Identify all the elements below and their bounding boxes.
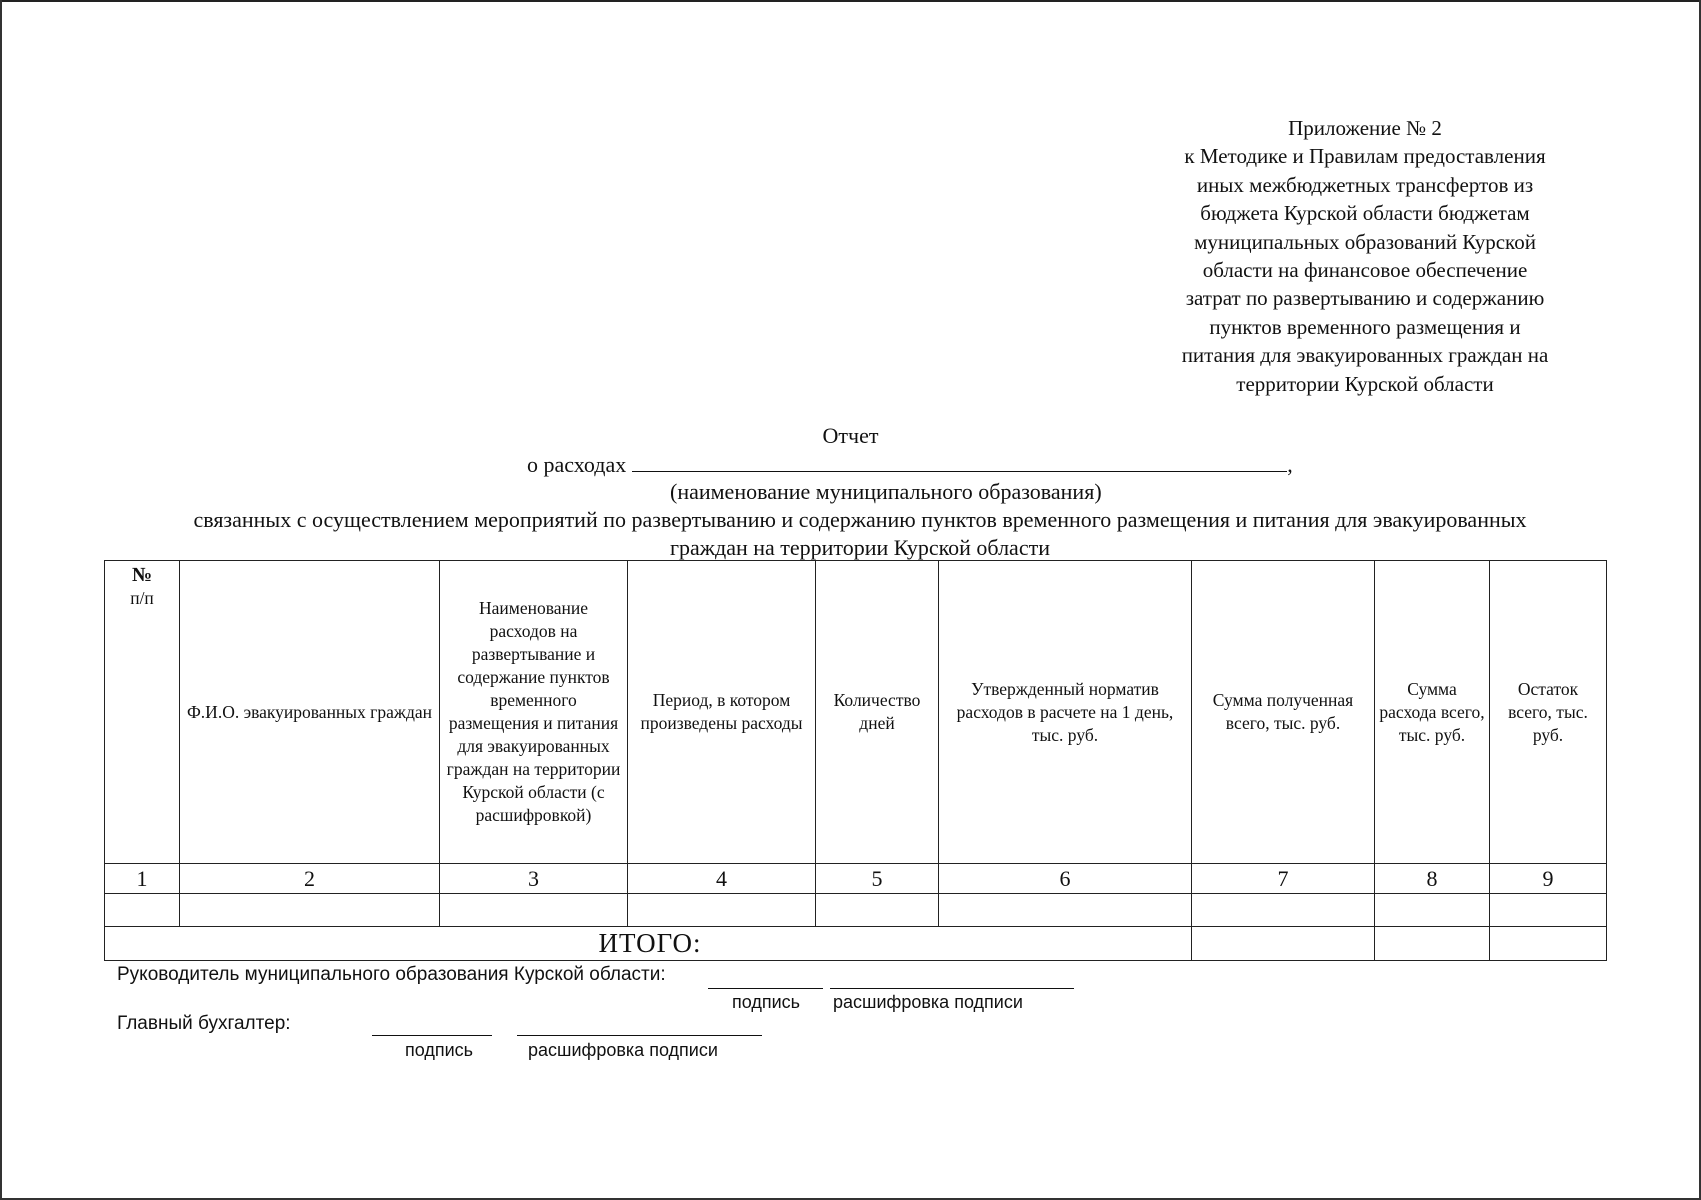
table-cell[interactable] xyxy=(1192,894,1375,927)
column-number-row xyxy=(105,864,1607,894)
table-cell[interactable] xyxy=(180,894,440,927)
total-balance-cell[interactable] xyxy=(1490,927,1607,961)
appendix-line: муниципальных образований Курской xyxy=(1194,229,1536,254)
column-number: 4 xyxy=(628,864,816,894)
number-sub: п/п xyxy=(130,588,154,608)
appendix-line: к Методике и Правилам предоставления xyxy=(1184,144,1546,169)
appendix-line: питания для эвакуированных граждан на xyxy=(1181,343,1549,368)
header-cell-fio: Ф.И.О. эвакуированных граждан xyxy=(180,561,440,864)
header-cell-days: Количество дней xyxy=(816,561,939,864)
appendix-line: Приложение № 2 xyxy=(1288,116,1442,140)
header-cell-number xyxy=(105,561,180,864)
head-signature-caption: подпись xyxy=(732,992,801,1012)
table-cell[interactable] xyxy=(440,894,628,927)
appendix-line: пунктов временного размещения и xyxy=(1209,314,1521,339)
total-received-cell[interactable] xyxy=(1192,927,1375,961)
column-number: 8 xyxy=(1375,864,1490,894)
head-decode-caption: расшифровка подписи xyxy=(833,992,1023,1012)
column-number: 9 xyxy=(1490,864,1607,894)
column-number: 7 xyxy=(1192,864,1375,894)
header-cell-expense-name: Наименование расходов на развертывание и содержание пунктов временного размещения и питания для эвакуированных граждан на территории Курской области (с расшифровкой) xyxy=(440,561,628,864)
report-title: Отчет xyxy=(822,423,879,448)
scan-border-left xyxy=(0,0,2,1200)
header-row xyxy=(105,561,1607,864)
number-sign: № xyxy=(131,564,153,586)
table-cell[interactable] xyxy=(628,894,816,927)
header-cell-balance: Остаток всего, тыс. руб. xyxy=(1490,561,1607,864)
appendix-line: затрат по развертыванию и содержанию xyxy=(1185,286,1545,311)
accountant-decode-line[interactable] xyxy=(517,1035,762,1036)
table-row xyxy=(105,894,1607,927)
header-cell-norm: Утвержденный норматив расходов в расчете на 1 день, тыс. руб. xyxy=(939,561,1192,864)
column-number: 5 xyxy=(816,864,939,894)
report-about-line xyxy=(527,451,1293,478)
about-suffix: , xyxy=(1287,452,1293,477)
appendix-line: иных межбюджетных трансфертов из xyxy=(1196,172,1534,197)
report-purpose: связанных с осуществлением мероприятий по развертыванию и содержанию пунктов временного размещения и питания для эвакуированных граждан на территории Курской области xyxy=(193,507,1527,560)
appendix-line: области на финансовое обеспечение xyxy=(1202,258,1528,283)
header-cell-received: Сумма полученная всего, тыс. руб. xyxy=(1192,561,1375,864)
accountant-signature-line[interactable] xyxy=(372,1035,492,1036)
table-cell[interactable] xyxy=(1375,894,1490,927)
appendix-line: бюджета Курской области бюджетам xyxy=(1200,201,1530,226)
table-cell[interactable] xyxy=(105,894,180,927)
appendix-header xyxy=(1145,114,1585,398)
about-prefix: о расходах xyxy=(527,452,627,477)
accountant-signature-label: Главный бухгалтер: xyxy=(117,1013,291,1034)
appendix-line: территории Курской области xyxy=(1236,371,1494,396)
column-number: 1 xyxy=(105,864,180,894)
scan-border-top xyxy=(0,0,1701,2)
accountant-signature-caption: подпись xyxy=(405,1040,474,1060)
head-signature-label: Руководитель муниципального образования Курской области: xyxy=(117,964,666,985)
municipality-caption: (наименование муниципального образования) xyxy=(670,479,1102,504)
total-spent-cell[interactable] xyxy=(1375,927,1490,961)
table-cell[interactable] xyxy=(816,894,939,927)
column-number: 2 xyxy=(180,864,440,894)
table-cell[interactable] xyxy=(1490,894,1607,927)
head-signature-line[interactable] xyxy=(708,988,823,989)
head-decode-line[interactable] xyxy=(830,988,1074,989)
table-cell[interactable] xyxy=(939,894,1192,927)
header-cell-period: Период, в котором произведены расходы xyxy=(628,561,816,864)
accountant-decode-caption: расшифровка подписи xyxy=(528,1040,718,1060)
column-number: 6 xyxy=(939,864,1192,894)
municipality-blank-field[interactable] xyxy=(632,451,1287,472)
total-row xyxy=(105,927,1607,961)
header-cell-spent: Сумма расхода всего, тыс. руб. xyxy=(1375,561,1490,864)
total-label: ИТОГО: xyxy=(105,927,1192,961)
expense-report-table xyxy=(104,560,1607,961)
column-number: 3 xyxy=(440,864,628,894)
